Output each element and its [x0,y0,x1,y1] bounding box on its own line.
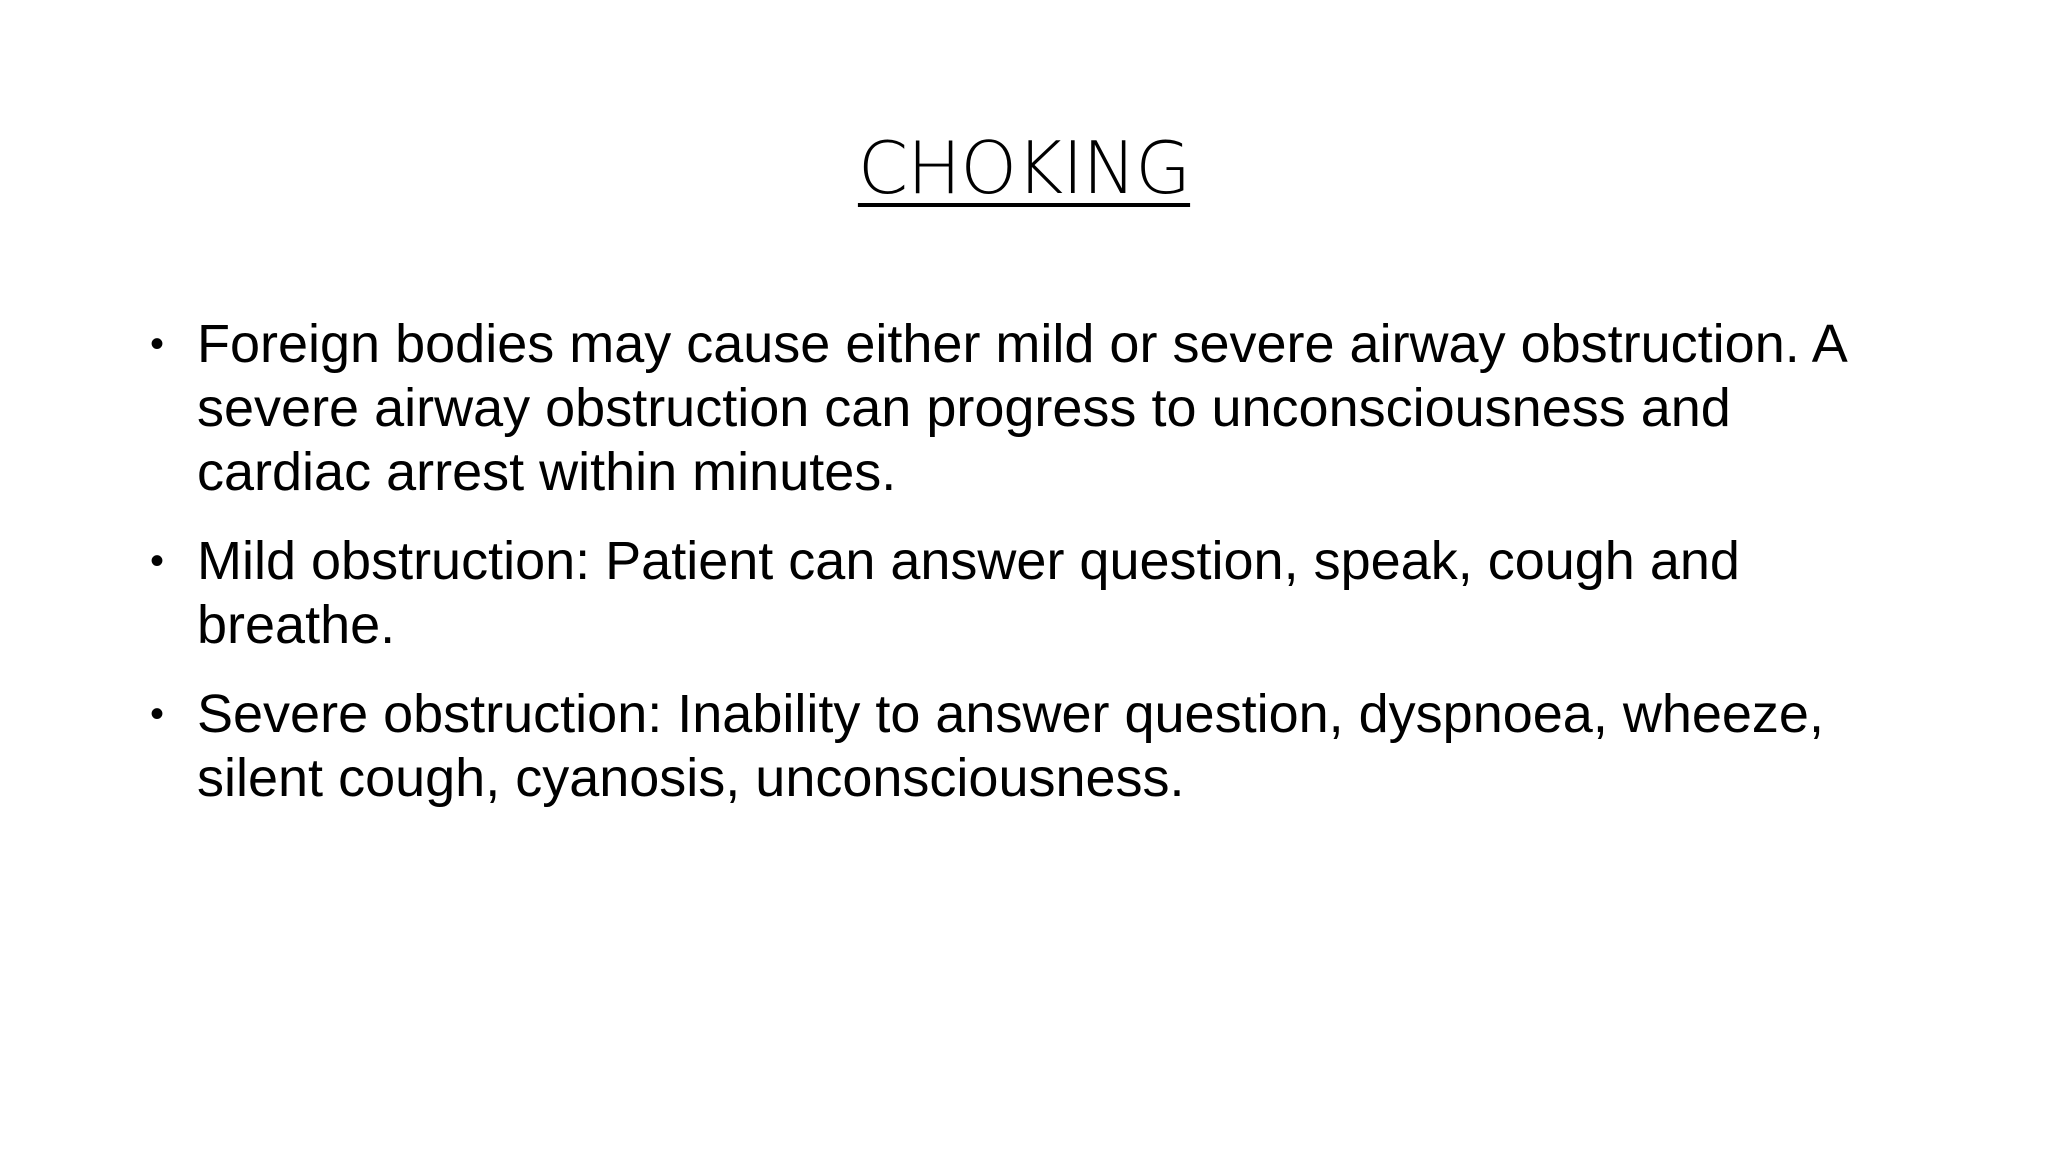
bullet-icon: • [150,692,165,736]
bullet-item [150,312,1910,504]
slide-title-text: CHOKING [857,126,1191,210]
bullet-item [150,529,1910,657]
bullet-icon: • [150,322,165,366]
bullet-icon: • [150,539,165,583]
bullet-list [150,312,1910,835]
bullet-item [150,682,1910,810]
slide-title [0,118,2048,218]
bullet-text: Severe obstruction: Inability to answer question, dyspnoea, wheeze, silent cough, cyanosis, unconsciousness. [197,684,1824,808]
bullet-text: Mild obstruction: Patient can answer question, speak, cough and breathe. [197,531,1740,655]
bullet-text: Foreign bodies may cause either mild or severe airway obstruction. A severe airway obstruction can progress to unconsciousness and cardiac arrest within minutes. [197,314,1845,502]
